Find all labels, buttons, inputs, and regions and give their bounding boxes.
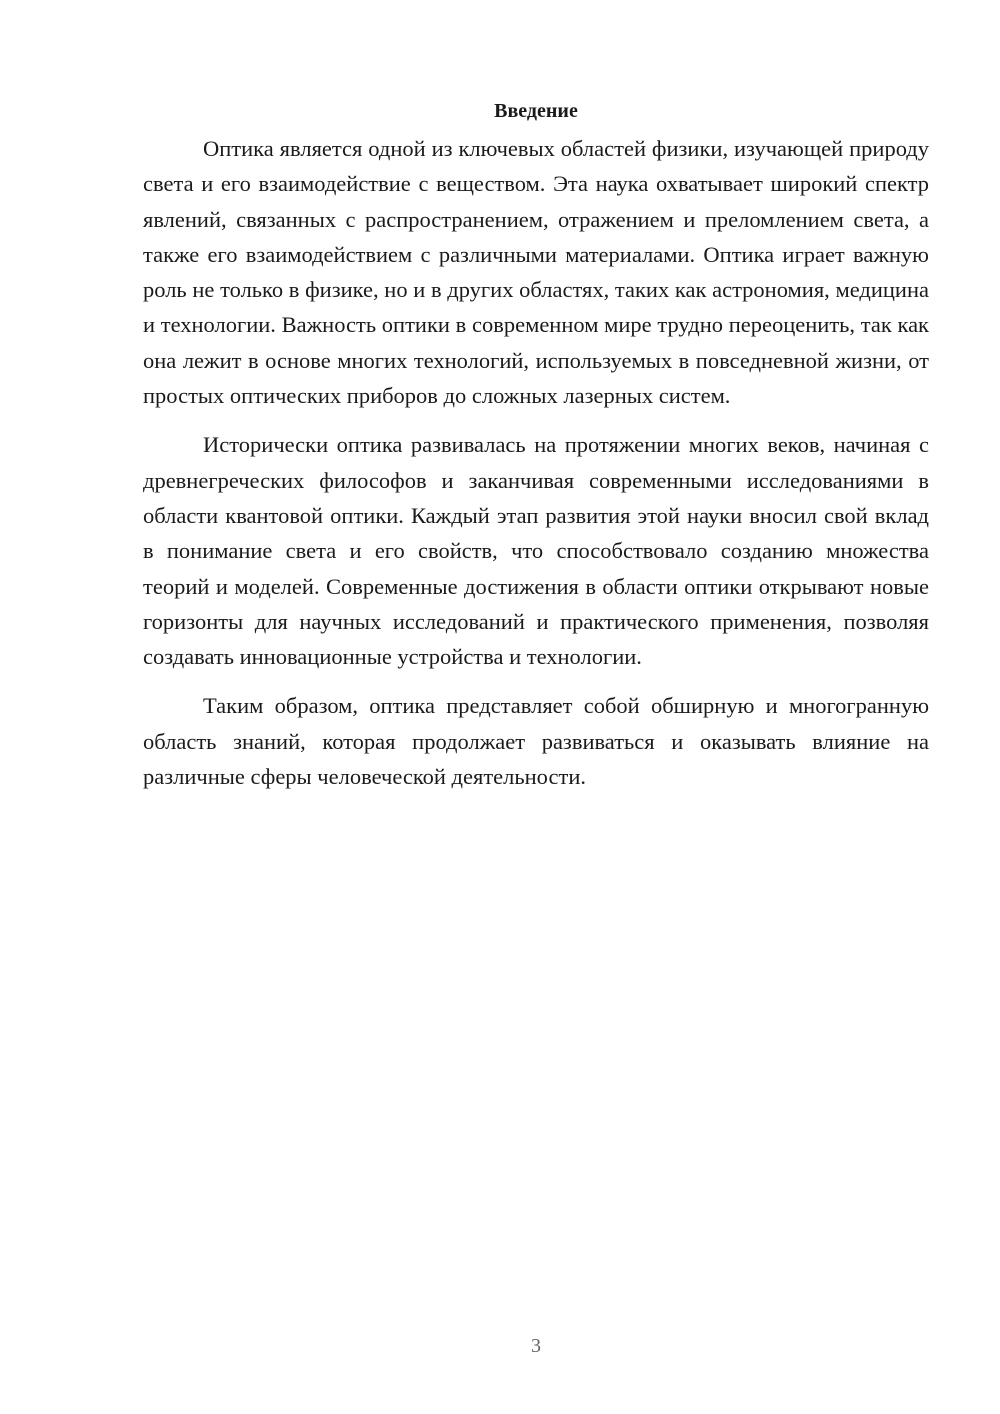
section-title: Введение [494,100,578,122]
page-content [143,96,929,808]
page-number: 3 [531,1335,541,1357]
paragraph-1: Оптика является одной из ключевых областей физики, изучающей природу света и его взаимодействие с веществом. Эта наука охватывает широкий спектр явлений, связанных с распространением, отражением и преломлением света, а также его взаимодействием с различными материалами. Оптика играет важную роль не только в физике, но и в других областях, таких как астрономия, медицина и технологии. Важность оптики в современном мире трудно переоценить, так как она лежит в основе многих технологий, используемых в повседневной жизни, от простых оптических приборов до сложных лазерных систем. [143,136,929,409]
paragraph-3: Таким образом, оптика представляет собой обширную и многогранную область знаний, которая продолжает развиваться и оказывать влияние на различные сферы человеческой деятельности. [143,693,929,790]
paragraph-2: Исторически оптика развивалась на протяжении многих веков, начиная с древнегреческих философов и заканчивая современными исследованиями в области квантовой оптики. Каждый этап развития этой науки вносил свой вклад в понимание света и его свойств, что способствовало созданию множества теорий и моделей. Современные достижения в области оптики открывают новые горизонты для научных исследований и практического применения, позволяя создавать инновационные устройства и технологии. [143,432,929,670]
